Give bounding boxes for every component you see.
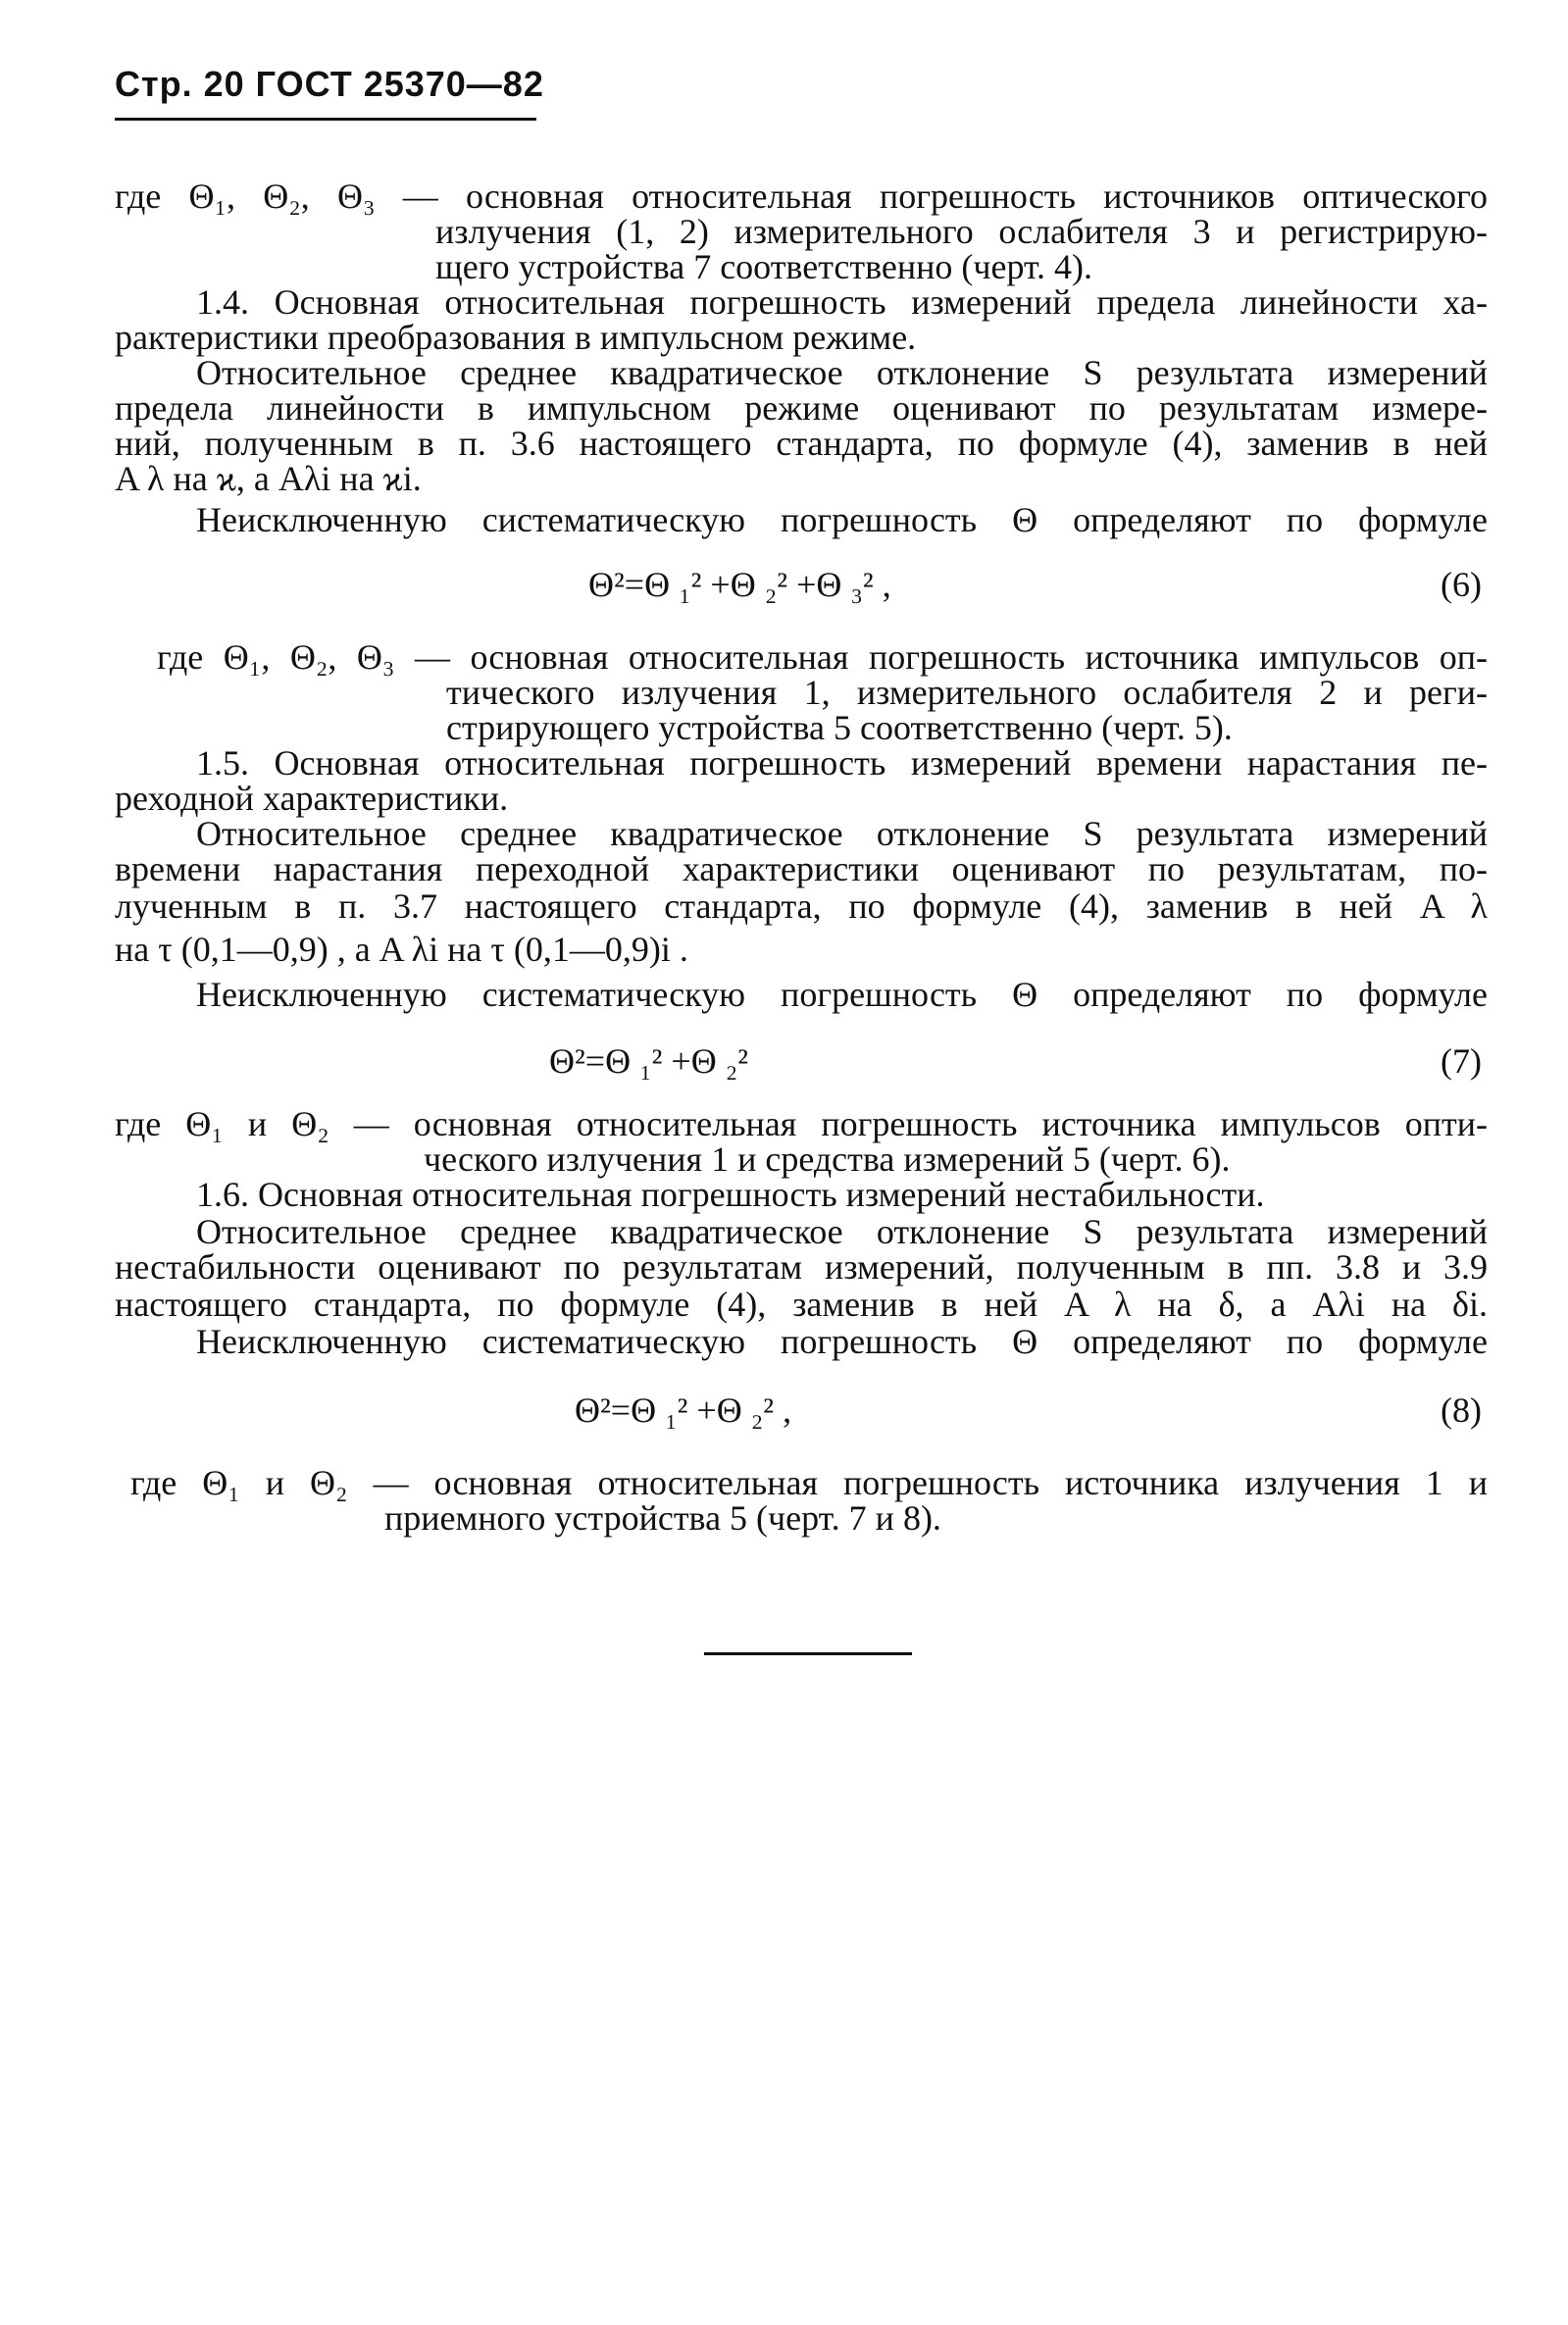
equation-8: Θ²=Θ ₁² +Θ ₂² , [575, 1390, 792, 1430]
text-line-10: Неисключенную систематическую погрешность Θ определяют по формуле [196, 500, 1488, 539]
text-line-17: времени нарастания переходной характеристики оценивают по результатам, по- [115, 849, 1488, 888]
text-line-3: щего устройства 7 соответственно (черт. 4). [435, 247, 1092, 286]
text-line-1: где Θ₁, Θ₂, Θ₃ — основная относительная погрешность источников оптического [115, 177, 1488, 216]
equation-8-number: (8) [1441, 1390, 1482, 1430]
section-1-4-heading: 1.4. Основная относительная погрешность измерений предела линейности ха- [196, 282, 1488, 322]
text-line-28: где Θ₁ и Θ₂ — основная относительная погрешность источника излучения 1 и [130, 1463, 1488, 1502]
text-line-24: Относительное среднее квадратическое отклонение S результата измерений [196, 1212, 1488, 1251]
equation-6-number: (6) [1441, 565, 1482, 604]
text-line-8: ний, полученным в п. 3.6 настоящего стандарта, по формуле (4), заменив в ней [115, 424, 1488, 463]
text-line-16: Относительное среднее квадратическое отклонение S результата измерений [196, 814, 1488, 853]
text-line-15: реходной характеристики. [115, 779, 509, 818]
text-line-11: где Θ₁, Θ₂, Θ₃ — основная относительная погрешность источника импульсов оп- [157, 637, 1488, 677]
equation-7-number: (7) [1441, 1041, 1482, 1081]
text-line-12: тического излучения 1, измерительного ослабителя 2 и реги- [446, 673, 1488, 712]
page-header: Стр. 20 ГОСТ 25370—82 [115, 64, 544, 104]
end-rule [704, 1652, 912, 1655]
text-line-29: приемного устройства 5 (черт. 7 и 8). [384, 1498, 941, 1538]
section-1-6-heading: 1.6. Основная относительная погрешность измерений нестабильности. [196, 1175, 1265, 1214]
text-line-18: лученным в п. 3.7 настоящего стандарта, по формуле (4), заменив в ней A λ [115, 886, 1488, 926]
section-1-5-heading: 1.5. Основная относительная погрешность измерений времени нарастания пе- [196, 743, 1488, 783]
text-line-20: Неисключенную систематическую погрешность Θ определяют по формуле [196, 975, 1488, 1014]
equation-7: Θ²=Θ ₁² +Θ ₂² [549, 1041, 749, 1081]
text-line-25: нестабильности оценивают по результатам измерений, полученным в пп. 3.8 и 3.9 [115, 1247, 1488, 1287]
equation-6: Θ²=Θ ₁² +Θ ₂² +Θ ₃² , [588, 565, 891, 604]
text-line-22: ческого излучения 1 и средства измерений 5 (черт. 6). [424, 1139, 1231, 1179]
text-line-7: предела линейности в импульсном режиме оценивают по результатам измере- [115, 388, 1488, 428]
text-line-27: Неисключенную систематическую погрешность Θ определяют по формуле [196, 1322, 1488, 1361]
text-line-2: излучения (1, 2) измерительного ослабителя 3 и регистрирую- [435, 212, 1488, 251]
text-line-21: где Θ₁ и Θ₂ — основная относительная погрешность источника импульсов опти- [115, 1104, 1488, 1143]
text-line-26: настоящего стандарта, по формуле (4), заменив в ней A λ на δ, а Aλi на δi. [115, 1285, 1489, 1324]
text-line-13: стрирующего устройства 5 соответственно (черт. 5). [446, 708, 1233, 747]
text-line-5: рактеристики преобразования в импульсном режиме. [115, 318, 917, 357]
text-line-9: A λ на ϰ, а Aλi на ϰi. [115, 459, 422, 498]
header-rule [115, 118, 536, 121]
text-line-6: Относительное среднее квадратическое отклонение S результата измерений [196, 353, 1488, 392]
text-line-19: на τ (0,1—0,9) , а A λi на τ (0,1—0,9)i . [115, 930, 688, 969]
